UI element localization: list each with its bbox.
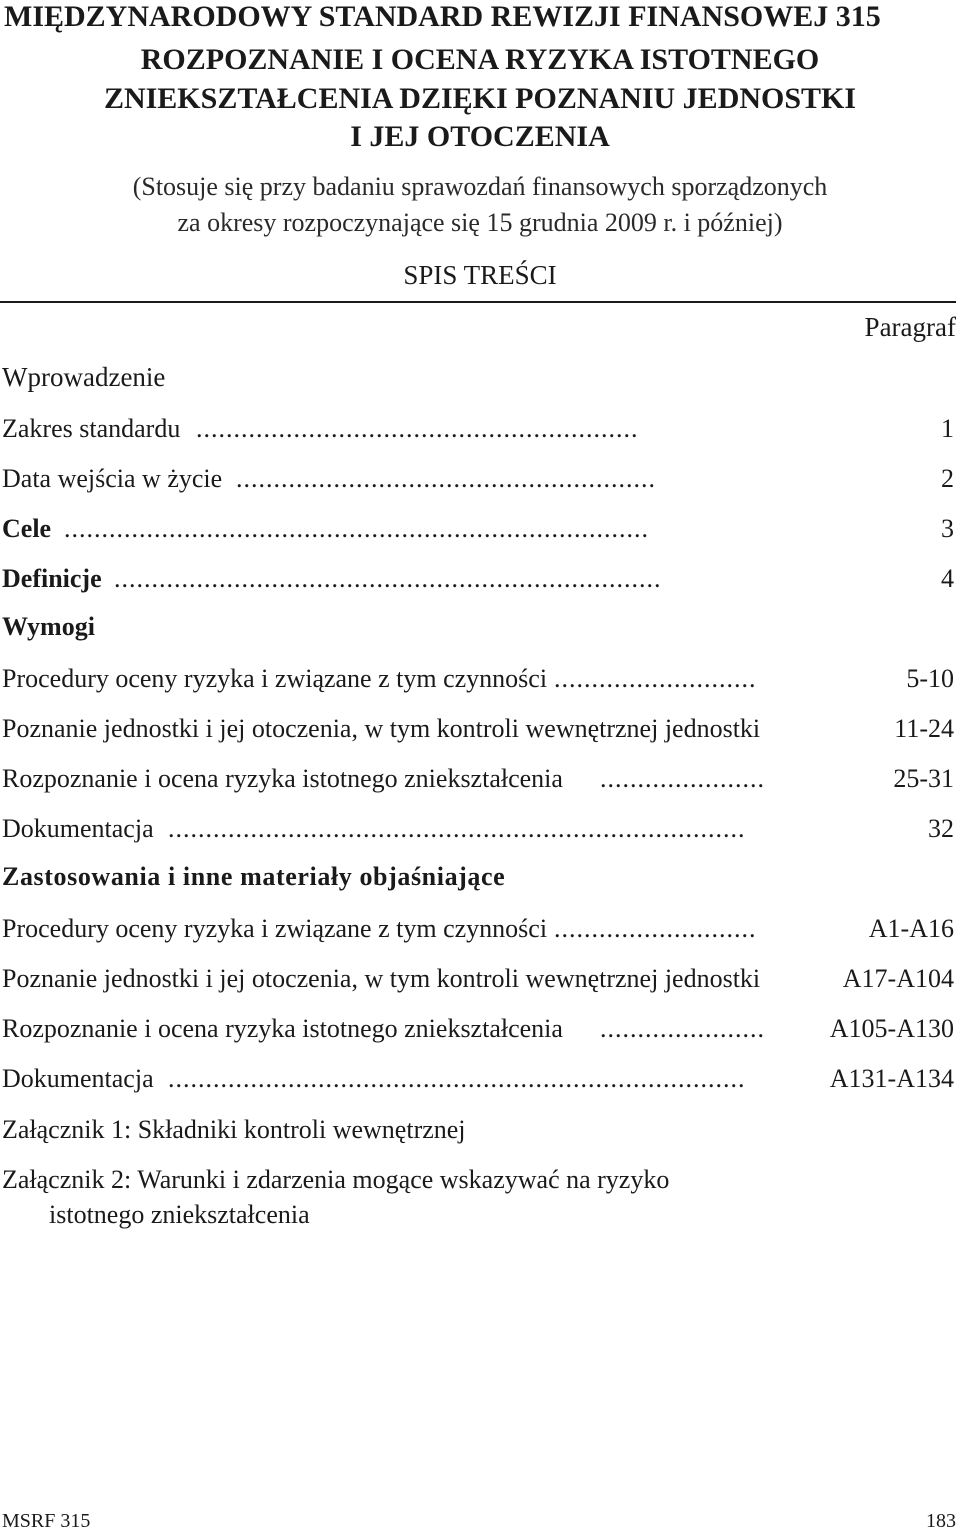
toc-entry-app-identifying[interactable] xyxy=(2,1012,954,1046)
toc-entry-label: Dokumentacja xyxy=(2,812,156,846)
toc-entry-label: Poznanie jednostki i jej otoczenia, w tym kontroli wewnętrznej jednostki xyxy=(2,962,762,996)
section-heading-introduction: Wprowadzenie xyxy=(2,362,166,392)
toc-entry-paragraph: A1-A16 xyxy=(868,914,954,943)
toc-entry-label: Procedury oceny ryzyka i związane z tym czynności xyxy=(2,912,549,946)
toc-leader-dots: ........................... xyxy=(554,664,757,693)
toc-leader-dots: ........................... xyxy=(554,914,757,943)
toc-appendix-1[interactable]: Załącznik 1: Składniki kontroli wewnętrznej xyxy=(2,1115,466,1144)
toc-entry-paragraph: 5-10 xyxy=(906,664,954,693)
toc-entry-paragraph: 2 xyxy=(941,464,954,493)
toc-appendix-2-line-1[interactable]: Załącznik 2: Warunki i zdarzenia mogące wskazywać na ryzyko xyxy=(2,1165,670,1194)
toc-entry-req-understanding[interactable] xyxy=(2,712,954,746)
toc-appendix-2-line-2: istotnego zniekształcenia xyxy=(49,1200,310,1229)
toc-entry-label: Dokumentacja xyxy=(2,1062,156,1096)
toc-entry-objectives[interactable] xyxy=(2,512,954,546)
toc-entry-paragraph: 4 xyxy=(941,564,954,593)
toc-entry-app-documentation[interactable] xyxy=(2,1062,954,1096)
toc-entry-definitions[interactable] xyxy=(2,562,954,596)
toc-entry-app-risk-procedures[interactable] xyxy=(2,912,954,946)
toc-entry-label: Definicje xyxy=(2,562,104,596)
toc-entry-paragraph: A105-A130 xyxy=(829,1014,954,1043)
section-heading-application: Zastosowania i inne materiały objaśniające xyxy=(2,862,506,891)
toc-leader-dots: ...................... xyxy=(600,1014,765,1043)
toc-entry-paragraph: 1 xyxy=(941,414,954,443)
applicability-note-line-2: za okresy rozpoczynające się 15 grudnia 2009 r. i później) xyxy=(177,208,783,237)
toc-entry-req-risk-procedures[interactable] xyxy=(2,662,954,696)
applicability-note-line-1: (Stosuje się przy badaniu sprawozdań finansowych sporządzonych xyxy=(132,172,828,201)
toc-entry-paragraph: A17-A104 xyxy=(842,964,954,993)
toc-leader-dots: ........................................................ xyxy=(236,464,656,493)
document-title-line-1: ROZPOZNANIE I OCENA RYZYKA ISTOTNEGO xyxy=(140,43,820,76)
toc-leader-dots: ............................................................................. xyxy=(168,814,746,843)
toc-title: SPIS TREŚCI xyxy=(403,260,557,290)
toc-entry-req-documentation[interactable] xyxy=(2,812,954,846)
toc-divider xyxy=(0,301,956,303)
toc-leader-dots: ...................... xyxy=(600,764,765,793)
toc-entry-label: Rozpoznanie i ocena ryzyka istotnego zniekształcenia xyxy=(2,1012,565,1046)
footer-standard-code: MSRF 315 xyxy=(2,1510,91,1532)
toc-entry-paragraph: 32 xyxy=(928,814,954,843)
toc-entry-label: Cele xyxy=(2,512,53,546)
toc-entry-paragraph: 3 xyxy=(941,514,954,543)
toc-entry-label: Poznanie jednostki i jej otoczenia, w tym kontroli wewnętrznej jednostki xyxy=(2,712,762,746)
section-heading-requirements: Wymogi xyxy=(2,612,95,641)
toc-entry-req-identifying[interactable] xyxy=(2,762,954,796)
page-number: 183 xyxy=(926,1510,956,1532)
document-title-line-2: ZNIEKSZTAŁCENIA DZIĘKI POZNANIU JEDNOSTKI xyxy=(103,82,857,115)
toc-leader-dots: ............................................................................. xyxy=(168,1064,746,1093)
toc-entry-effective-date[interactable] xyxy=(2,462,954,496)
document-title-line-3: I JEJ OTOCZENIA xyxy=(350,120,610,153)
toc-leader-dots: ........................................................... xyxy=(196,414,639,443)
toc-entry-label: Rozpoznanie i ocena ryzyka istotnego zniekształcenia xyxy=(2,762,565,796)
toc-entry-app-understanding[interactable] xyxy=(2,962,954,996)
toc-entry-paragraph: 11-24 xyxy=(894,714,954,743)
toc-entry-label: Procedury oceny ryzyka i związane z tym czynności xyxy=(2,662,549,696)
standard-heading: MIĘDZYNARODOWY STANDARD REWIZJI FINANSOWEJ 315 xyxy=(4,0,881,33)
column-header-paragraf: Paragraf xyxy=(864,312,956,342)
toc-entry-label: Zakres standardu xyxy=(2,412,182,446)
toc-leader-dots: .............................................................................. xyxy=(64,514,649,543)
toc-entry-paragraph: A131-A134 xyxy=(829,1064,954,1093)
toc-entry-scope[interactable] xyxy=(2,412,954,446)
toc-leader-dots: ......................................................................... xyxy=(114,564,662,593)
toc-entry-label: Data wejścia w życie xyxy=(2,462,224,496)
toc-entry-paragraph: 25-31 xyxy=(893,764,954,793)
